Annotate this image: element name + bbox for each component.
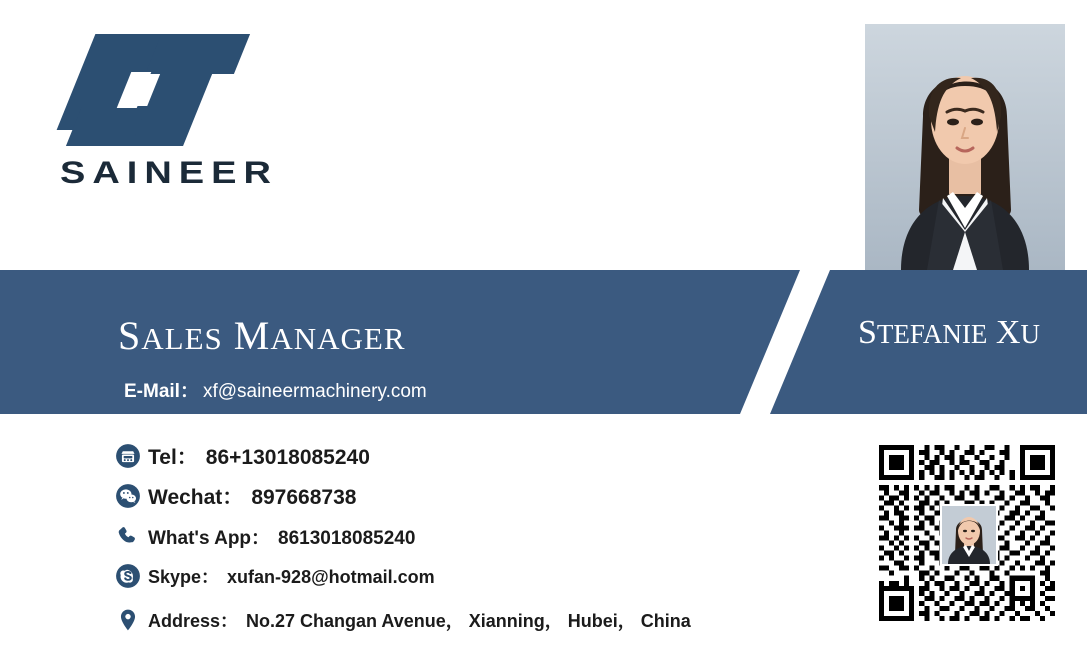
skype-icon: [108, 563, 148, 589]
wechat-icon: [108, 483, 148, 509]
contact-label-wechat: Wechat：: [148, 486, 244, 509]
email-line: [124, 376, 427, 403]
contact-label-whatsapp: What's App：: [148, 527, 271, 549]
contact-label-tel: Tel：: [148, 446, 198, 469]
contact-value-wechat[interactable]: 897668738: [251, 486, 357, 509]
contact-row-address: [108, 602, 828, 638]
contact-row-whatsapp: [108, 518, 828, 554]
contact-text-wechat: [148, 481, 356, 511]
job-title-rest-1: ALES: [141, 321, 223, 356]
job-title: [118, 312, 406, 359]
company-logo: [60, 28, 320, 198]
person-name-cap-1: S: [858, 314, 877, 351]
contact-row-tel: [108, 438, 828, 474]
job-title-cap-1: S: [118, 313, 142, 358]
contact-text-whatsapp: [148, 523, 415, 550]
contact-text-skype: [148, 563, 435, 589]
job-title-rest-2: ANAGER: [270, 321, 406, 356]
title-band: [0, 270, 1087, 414]
contact-value-whatsapp[interactable]: 8613018085240: [278, 527, 416, 549]
contact-list: [108, 438, 828, 642]
person-name-rest-1: TEFANIE: [876, 319, 988, 349]
contact-text-tel: [148, 441, 370, 471]
location-pin-icon: [108, 607, 148, 633]
contact-value-address: No.27 Changan Avenue， Xianning， Hubei， China: [246, 611, 691, 631]
sained-s-mark-icon: [72, 28, 242, 146]
job-title-cap-2: M: [233, 313, 271, 358]
contact-label-skype: Skype：: [148, 567, 220, 587]
wechat-qr-code[interactable]: [874, 440, 1060, 626]
contact-value-skype[interactable]: xufan-928@hotmail.com: [227, 567, 435, 587]
email-value[interactable]: xf@saineermachinery.com: [202, 381, 427, 402]
contact-text-address: [148, 607, 691, 633]
email-label: E-Mail：: [124, 381, 199, 402]
contact-row-skype: [108, 558, 828, 594]
person-name-rest-2: U: [1020, 319, 1040, 349]
contact-label-address: Address：: [148, 611, 239, 631]
person-name: [858, 314, 1040, 352]
contact-value-tel[interactable]: 86+13018085240: [205, 446, 370, 469]
portrait-photo: [865, 24, 1065, 270]
contact-row-wechat: [108, 478, 828, 514]
person-name-cap-2: X: [995, 314, 1021, 351]
phone-icon: [108, 524, 148, 548]
telephone-icon: [108, 443, 148, 469]
company-logo-text: SAINEER: [60, 156, 278, 191]
card-header: [0, 0, 1087, 270]
qr-center-avatar: [940, 504, 998, 566]
